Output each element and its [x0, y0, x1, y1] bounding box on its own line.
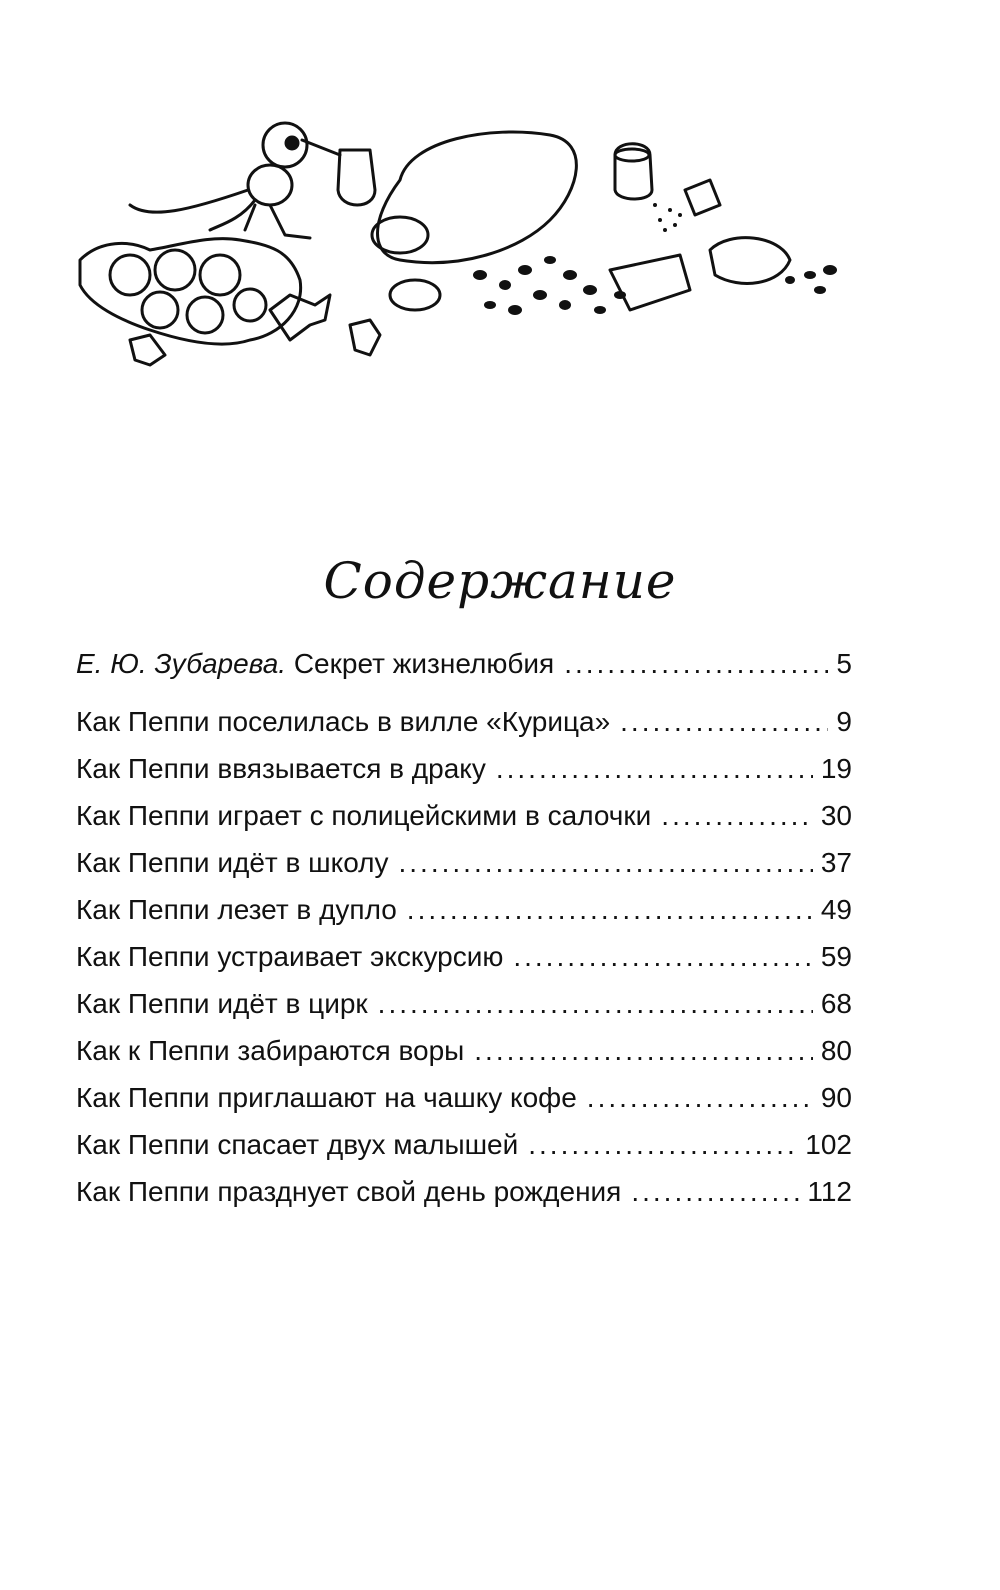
toc-page-number: 30	[820, 800, 852, 831]
toc-leader-dots	[528, 1121, 797, 1168]
toc-page-number: 19	[820, 753, 852, 784]
toc-entry-title: Как Пеппи спасает двух малышей	[76, 1129, 519, 1160]
toc-entry[interactable]	[76, 886, 852, 933]
toc-entry[interactable]	[76, 933, 852, 980]
toc-leader-dots	[378, 980, 813, 1027]
toc-leader-dots	[513, 933, 813, 980]
toc-leader-dots	[620, 698, 828, 745]
toc-entry[interactable]	[76, 792, 852, 839]
toc-leader-dots	[661, 792, 813, 839]
toc-leader-dots	[587, 1074, 813, 1121]
toc-entry-title: Как Пеппи лезет в дупло	[76, 894, 397, 925]
toc-entry-title: Как Пеппи играет с полицейскими в салочки	[76, 800, 652, 831]
toc-page-number: 5	[836, 648, 852, 679]
toc-entry[interactable]	[76, 640, 852, 687]
toc-page-number: 90	[820, 1082, 852, 1113]
toc-entry[interactable]	[76, 1074, 852, 1121]
monkey-baking-illustration	[70, 110, 870, 390]
toc-entry[interactable]	[76, 698, 852, 745]
toc-page-number: 9	[836, 706, 852, 737]
toc-entry-title: Как Пеппи идёт в цирк	[76, 988, 368, 1019]
toc-page-number: 49	[820, 894, 852, 925]
toc-leader-dots	[407, 886, 813, 933]
toc-entry-title: Как Пеппи устраивает экскурсию	[76, 941, 504, 972]
toc-leader-dots	[398, 839, 812, 886]
toc-entry[interactable]	[76, 745, 852, 792]
toc-page-number: 59	[820, 941, 852, 972]
toc-page-number: 68	[820, 988, 852, 1019]
toc-entry-title: Как Пеппи поселилась в вилле «Курица»	[76, 706, 611, 737]
toc-page-number: 112	[807, 1176, 852, 1207]
toc-leader-dots	[474, 1027, 813, 1074]
toc-entry[interactable]	[76, 980, 852, 1027]
toc-entry-title: Как Пеппи идёт в школу	[76, 847, 389, 878]
toc-entry-title: Е. Ю. Зубарева. Секрет жизнелюбия	[76, 648, 555, 679]
toc-leader-dots	[564, 640, 828, 687]
toc-leader-dots	[496, 745, 813, 792]
page-title: Содержание	[323, 552, 677, 610]
toc-page-number: 80	[820, 1035, 852, 1066]
toc-entry-author: Е. Ю. Зубарева.	[76, 648, 287, 679]
table-of-contents	[76, 640, 852, 1215]
toc-entry-title: Как Пеппи приглашают на чашку кофе	[76, 1082, 577, 1113]
toc-entry-title: Как к Пеппи забираются воры	[76, 1035, 465, 1066]
toc-entry[interactable]	[76, 1027, 852, 1074]
toc-entry[interactable]	[76, 839, 852, 886]
toc-entry[interactable]	[76, 1168, 852, 1215]
toc-page-number: 102	[805, 1129, 852, 1160]
toc-entry[interactable]	[76, 1121, 852, 1168]
toc-leader-dots	[631, 1168, 799, 1215]
toc-page-number: 37	[820, 847, 852, 878]
toc-entry-title: Как Пеппи ввязывается в драку	[76, 753, 486, 784]
toc-entry-title: Как Пеппи празднует свой день рождения	[76, 1176, 622, 1207]
